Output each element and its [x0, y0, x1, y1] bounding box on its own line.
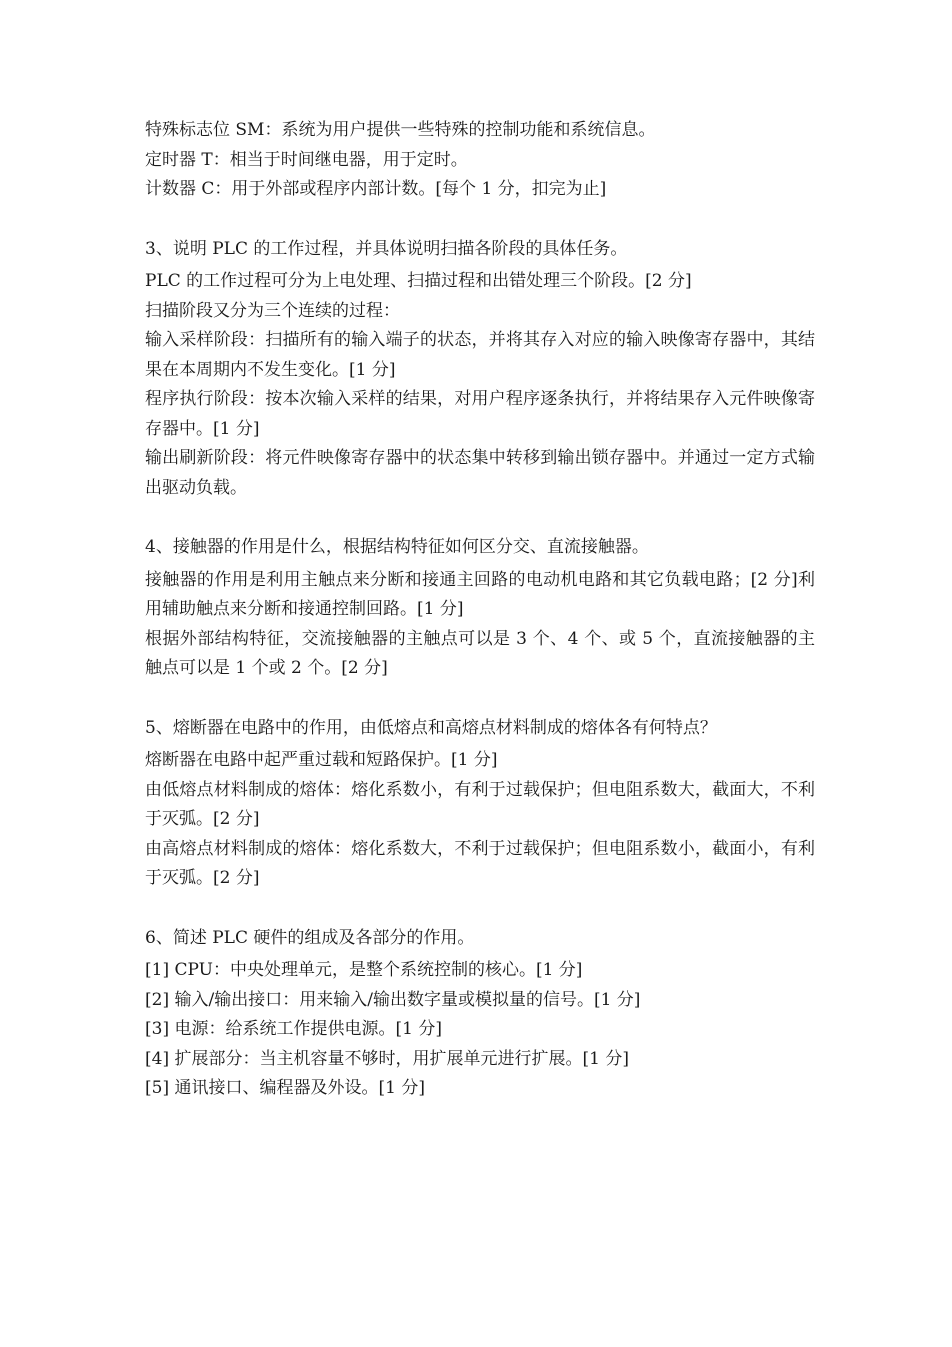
list-item: [1] CPU：中央处理单元，是整个系统控制的核心。[1 分] [145, 960, 583, 980]
list-item: [5] 通讯接口、编程器及外设。[1 分] [145, 1078, 425, 1098]
question-5-title: 5、熔断器在电路中的作用，由低熔点和高熔点材料制成的熔体各有何特点？ [145, 717, 717, 738]
intro-line-timer: 定时器 T：相当于时间继电器，用于定时。 [145, 149, 468, 170]
question-6-section [145, 924, 815, 1104]
answer-paragraph: 输入采样阶段：扫描所有的输入端子的状态，并将其存入对应的输入映像寄存器中，其结果在本周期内不发生变化。[1 分] [145, 330, 815, 380]
question-5-section [145, 714, 815, 894]
list-item: [3] 电源：给系统工作提供电源。[1 分] [145, 1019, 442, 1039]
intro-line-sm: 特殊标志位 SM：系统为用户提供一些特殊的控制功能和系统信息。 [145, 120, 656, 140]
intro-line-counter: 计数器 C：用于外部或程序内部计数。[每个 1 分，扣完为止] [145, 179, 607, 199]
question-3-section [145, 235, 815, 504]
answer-paragraph: 由低熔点材料制成的熔体：熔化系数小，有利于过载保护；但电阻系数大，截面大，不利于灭弧。[2 分] [145, 779, 815, 829]
answer-paragraph: 熔断器在电路中起严重过载和短路保护。[1 分] [145, 750, 498, 770]
question-6-title: 6、简述 PLC 硬件的组成及各部分的作用。 [145, 927, 475, 948]
answer-paragraph: 扫描阶段又分为三个连续的过程： [145, 300, 400, 321]
answer-paragraph: 由高熔点材料制成的熔体：熔化系数大，不利于过载保护；但电阻系数小，截面小，有利于灭弧。[2 分] [145, 838, 815, 888]
answer-paragraph: 输出刷新阶段：将元件映像寄存器中的状态集中转移到输出锁存器中。并通过一定方式输出驱动负载。 [145, 448, 815, 498]
list-item: [4] 扩展部分：当主机容量不够时，用扩展单元进行扩展。[1 分] [145, 1048, 629, 1069]
question-4-section [145, 533, 815, 684]
answer-paragraph: 接触器的作用是利用主触点来分断和接通主回路的电动机电路和其它负载电路；[2 分]利用辅助触点来分断和接通控制回路。[1 分] [145, 569, 815, 619]
document-page [145, 116, 815, 1104]
question-3-title: 3、说明 PLC 的工作过程，并具体说明扫描各阶段的具体任务。 [145, 238, 628, 259]
question-4-title: 4、接触器的作用是什么，根据结构特征如何区分交、直流接触器。 [145, 537, 649, 557]
list-item: [2] 输入/输出接口：用来输入/输出数字量或模拟量的信号。[1 分] [145, 989, 641, 1010]
answer-paragraph: 程序执行阶段：按本次输入采样的结果，对用户程序逐条执行，并将结果存入元件映像寄存器中。[1 分] [145, 389, 815, 439]
answer-paragraph: PLC 的工作过程可分为上电处理、扫描过程和出错处理三个阶段。[2 分] [145, 271, 692, 291]
answer-paragraph: 根据外部结构特征，交流接触器的主触点可以是 3 个、4 个、或 5 个，直流接触器的主触点可以是 1 个或 2 个。[2 分] [145, 628, 815, 678]
intro-block [145, 116, 815, 205]
